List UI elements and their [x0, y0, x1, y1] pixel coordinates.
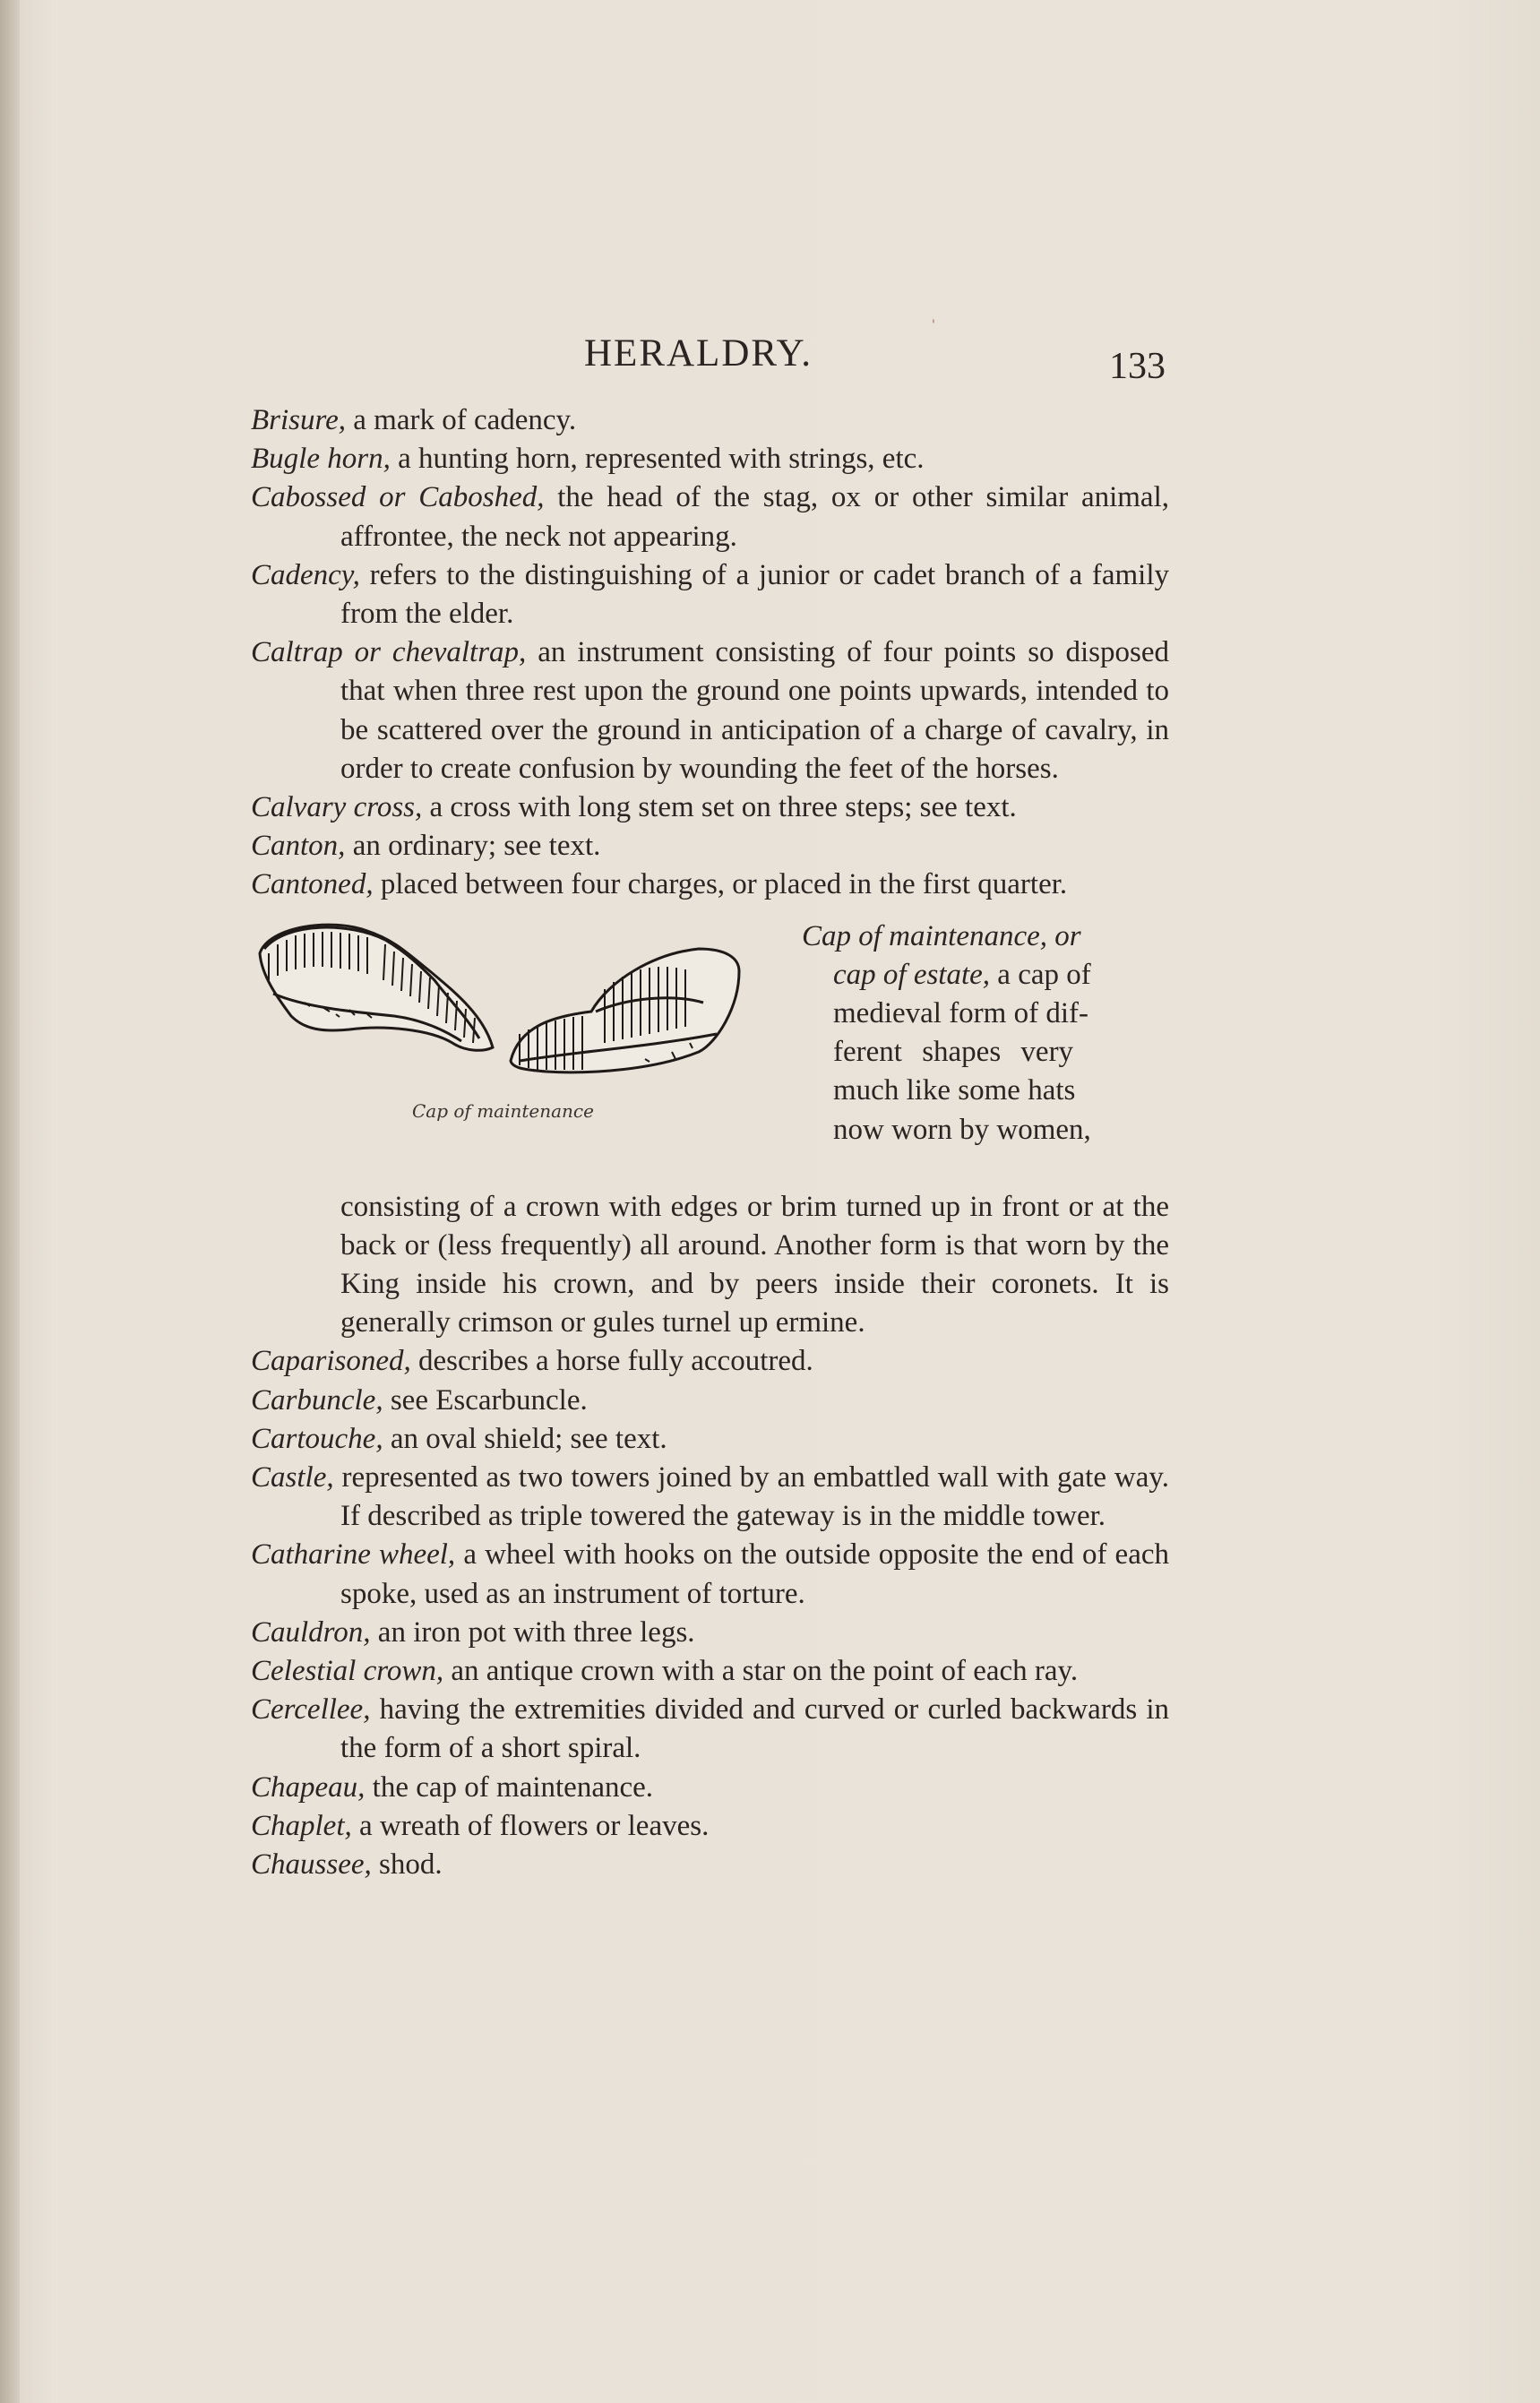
glossary-entry — [251, 827, 1169, 866]
glossary-entry — [251, 1846, 1169, 1884]
entries-after-figure — [251, 1342, 1169, 1884]
entries-before-figure — [251, 401, 1169, 905]
cap-of-maintenance-illustration — [251, 917, 770, 1177]
entry-term: Cabossed or Caboshed, — [251, 481, 545, 514]
glossary-entry — [251, 1652, 1169, 1691]
entry-definition: the cap of maintenance. — [365, 1770, 654, 1804]
entry-definition: an antique crown with a star on the point of each ray. — [443, 1655, 1079, 1688]
glossary-entry — [251, 633, 1169, 788]
entry-definition: describes a horse fully accoutred. — [410, 1345, 813, 1378]
entry-term: Chaussee, — [251, 1848, 372, 1882]
page-gutter — [0, 0, 20, 2403]
cap-of-maintenance-definition — [802, 917, 1169, 1150]
entry-definition: see Escarbuncle. — [383, 1383, 588, 1417]
entry-definition: having the extremities divided and curved or curled backwards in the form of a short spiral. — [340, 1693, 1169, 1765]
glossary-entry — [251, 1614, 1169, 1652]
entry-term: Catharine wheel, — [251, 1538, 456, 1572]
entry-definition: an oval shield; see text. — [383, 1422, 667, 1455]
cap-def-line4: ferent shapes very — [833, 1036, 1074, 1069]
entry-definition: an ordinary; see text. — [345, 830, 601, 863]
entry-term: Castle, — [251, 1461, 334, 1494]
entry-definition: an iron pot with three legs. — [370, 1615, 695, 1649]
cap-definition-continuation: consisting of a crown with edges or brim turned up in front or at the back or (less frequently) all around. Another form is that worn by the King inside his crown, and by peers inside their coronets. It is generally crimson or gules turnel up ermine. — [340, 1190, 1169, 1339]
entry-definition: represented as two towers joined by an embattled wall with gate way. If described as triple towered the gateway is in the middle tower. — [333, 1461, 1169, 1533]
glossary-entry — [251, 1382, 1169, 1420]
cap-def-line5: much like some hats — [833, 1074, 1076, 1107]
entry-definition: a cross with long stem set on three steps; see text. — [422, 791, 1017, 824]
entry-term: Brisure, — [251, 404, 347, 436]
cap-term-line2: cap of estate, — [833, 958, 991, 991]
entry-term: Cercellee, — [251, 1693, 371, 1727]
cap-of-maintenance-block — [251, 917, 1169, 1186]
glossary-entry — [251, 1807, 1169, 1846]
glossary-entry — [251, 788, 1169, 827]
glossary-entry — [251, 1342, 1169, 1381]
cap-def-line3: medieval form of dif- — [833, 997, 1088, 1030]
cap-def-line6: now worn by women, — [833, 1113, 1091, 1146]
glossary-entry — [251, 1420, 1169, 1459]
entry-term: Bugle horn, — [251, 443, 391, 476]
entry-definition: a wheel with hooks on the outside opposite the end of each spoke, used as an instrument of torture. — [340, 1538, 1169, 1610]
glossary-entries — [251, 401, 1169, 1884]
running-header-title: HERALDRY. — [584, 332, 813, 375]
entry-definition: a wreath of flowers or leaves. — [351, 1809, 710, 1842]
glossary-entry — [251, 440, 1169, 478]
glossary-entry — [251, 478, 1169, 556]
glossary-entry — [251, 1459, 1169, 1536]
entry-definition: shod. — [371, 1848, 443, 1882]
entry-definition: a mark of cadency. — [346, 404, 577, 436]
glossary-entry — [251, 401, 1169, 440]
entry-definition: a hunting horn, represented with strings, etc. — [390, 443, 925, 476]
entry-term: Cantoned, — [251, 868, 374, 901]
entry-term: Chapeau, — [251, 1770, 366, 1804]
entry-term: Cauldron, — [251, 1615, 371, 1649]
entry-term: Calvary cross, — [251, 791, 423, 824]
entry-term: Caltrap or chevaltrap, — [251, 636, 527, 669]
figure-caption: Cap of maintenance — [412, 1099, 594, 1122]
glossary-entry — [251, 1536, 1169, 1613]
entry-definition: an instrument consisting of four points so disposed that when three rest upon the ground one points upwards, intended to be scattered over the ground in anticipation of a charge of cavalry, in order to create confusion by wounding the feet of the horses. — [340, 636, 1169, 785]
entry-term: Celestial crown, — [251, 1655, 444, 1688]
entry-term: Canton, — [251, 830, 346, 863]
entry-term: Cartouche, — [251, 1422, 383, 1455]
page-number: 133 — [1109, 346, 1166, 387]
entry-definition: refers to the distinguishing of a junior or cadet branch of a family from the elder. — [340, 558, 1169, 631]
glossary-entry — [251, 1691, 1169, 1768]
glossary-entry — [251, 1769, 1169, 1807]
glossary-entry — [251, 866, 1169, 904]
cap-def-line2: a cap of — [990, 958, 1091, 991]
cap-term-line1: Cap of maintenance, or — [802, 919, 1081, 952]
entry-term: Cadency, — [251, 558, 360, 591]
ink-mark: ' — [932, 318, 935, 332]
entry-term: Chaplet, — [251, 1809, 352, 1842]
glossary-entry — [251, 556, 1169, 633]
entry-definition: the head of the stag, ox or other similar animal, affrontee, the neck not appearing. — [340, 481, 1169, 553]
entry-term: Caparisoned, — [251, 1345, 411, 1378]
entry-definition: placed between four charges, or placed in the first quarter. — [373, 868, 1068, 901]
entry-term: Carbuncle, — [251, 1383, 383, 1417]
